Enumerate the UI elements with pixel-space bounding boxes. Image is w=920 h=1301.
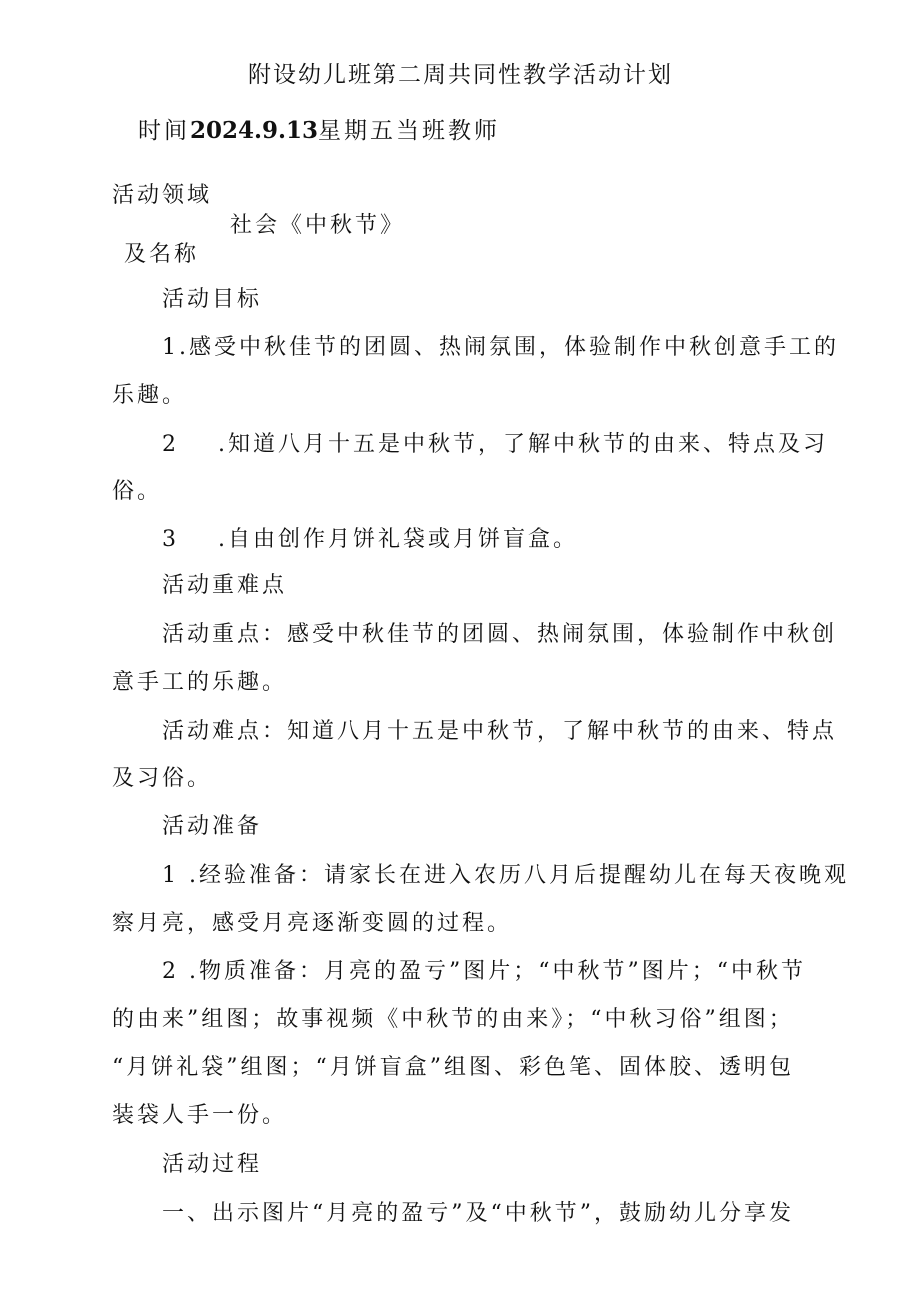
goal-item-2-cont: 俗。 [112,479,163,504]
goal-item-1-cont: 乐趣。 [112,383,188,408]
focus-line2: 意手工的乐趣。 [112,670,288,695]
goal-item-3 [162,525,578,555]
weekday-teacher: 星期五当班教师 [318,118,501,144]
goal-item-2 [162,430,828,460]
prep-item2-line1: 2 .物质准备：月亮的盈亏”图片；“中秋节”图片；“中秋节 [162,959,806,984]
goal-text: .感受中秋佳节的团圆、热闹氛围，体验制作中秋创意手工的 [179,335,839,360]
key-points-heading: 活动重难点 [162,573,288,598]
document-title: 附设幼儿班第二周共同性教学活动计划 [248,62,673,88]
domain-value: 社会《中秋节》 [230,213,406,238]
preparation-heading: 活动准备 [162,814,263,839]
process-step1-line1: 一、出示图片“月亮的盈亏”及“中秋节”，鼓励幼儿分享发 [162,1201,794,1226]
goal-number: 2 [162,432,179,457]
difficulty-line1: 活动难点：知道八月十五是中秋节，了解中秋节的由来、特点 [162,719,838,744]
date-value: 2024.9.13 [190,117,319,144]
prep-item1-line1: 1 .经验准备：请家长在进入农历八月后提醒幼儿在每天夜晚观 [162,863,849,888]
goal-number: 3 [162,527,179,552]
domain-label-line1: 活动领域 [112,183,213,208]
goals-heading: 活动目标 [162,287,263,312]
focus-line1: 活动重点：感受中秋佳节的团圆、热闹氛围，体验制作中秋创 [162,622,838,647]
goal-number: 1 [162,335,179,360]
process-heading: 活动过程 [162,1152,263,1177]
prep-item1-line2: 察月亮，感受月亮逐渐变圆的过程。 [112,911,513,936]
document-meta [138,116,500,146]
goal-item-1 [162,333,839,363]
time-label: 时间 [138,118,190,144]
domain-label-line2: 及名称 [124,242,200,267]
prep-item2-line2: 的由来”组图；故事视频《中秋节的由来》；“中秋习俗”组图； [112,1007,794,1032]
difficulty-line2: 及习俗。 [112,766,213,791]
goal-text: .自由创作月饼礼袋或月饼盲盒。 [218,527,578,552]
prep-item2-line4: 装袋人手一份。 [112,1103,288,1128]
prep-item2-line3: “月饼礼袋”组图；“月饼盲盒”组图、彩色笔、固体胶、透明包 [112,1055,794,1080]
goal-text: .知道八月十五是中秋节，了解中秋节的由来、特点及习 [218,432,828,457]
